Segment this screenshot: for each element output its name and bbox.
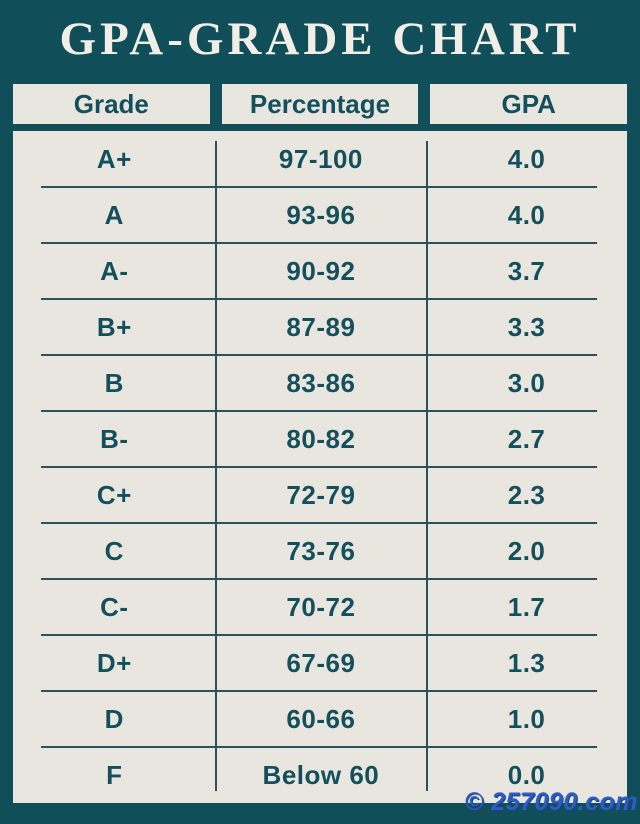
header-gpa: GPA	[430, 84, 627, 124]
gpa-cell: 3.7	[507, 255, 546, 286]
table-row	[13, 411, 627, 467]
table-row	[13, 299, 627, 355]
gpa-cell: 3.3	[507, 311, 546, 342]
watermark: © 257090.com	[464, 788, 638, 816]
grade-cell: A+	[96, 143, 132, 174]
gpa-cell: 1.3	[507, 647, 546, 678]
table-row	[13, 355, 627, 411]
percentage-cell: 70-72	[286, 591, 356, 622]
percentage-cell: 80-82	[286, 423, 356, 454]
gpa-cell: 2.0	[507, 535, 546, 566]
percentage-cell: 87-89	[286, 311, 356, 342]
percentage-cell: 72-79	[286, 479, 356, 510]
gpa-cell: 4.0	[507, 143, 546, 174]
percentage-cell: 83-86	[286, 367, 356, 398]
table-row	[13, 635, 627, 691]
table-row	[13, 523, 627, 579]
header-percentage: Percentage	[222, 84, 419, 124]
table-body-panel	[13, 131, 627, 803]
grade-cell: C	[104, 535, 124, 566]
table-row	[13, 579, 627, 635]
grade-cell: D+	[96, 647, 132, 678]
gpa-cell: 1.0	[507, 703, 546, 734]
percentage-cell: 97-100	[278, 143, 363, 174]
table-row	[13, 243, 627, 299]
table-row	[13, 187, 627, 243]
table-row	[13, 467, 627, 523]
table-row	[13, 691, 627, 747]
table-row	[13, 131, 627, 187]
gpa-cell: 2.3	[507, 479, 546, 510]
grade-cell: C+	[96, 479, 132, 510]
table-rows	[13, 131, 627, 803]
percentage-cell: Below 60	[262, 759, 380, 790]
table-header-row	[13, 84, 627, 124]
grade-cell: B	[104, 367, 124, 398]
gpa-cell: 2.7	[507, 423, 546, 454]
percentage-cell: 67-69	[286, 647, 356, 678]
gpa-cell: 4.0	[507, 199, 546, 230]
percentage-cell: 90-92	[286, 255, 356, 286]
gpa-cell: 1.7	[507, 591, 546, 622]
grade-cell: A	[104, 199, 124, 230]
percentage-cell: 60-66	[286, 703, 356, 734]
percentage-cell: 73-76	[286, 535, 356, 566]
page-title: GPA-GRADE CHART	[59, 13, 581, 65]
grade-cell: B-	[100, 423, 129, 454]
grade-cell: A-	[100, 255, 129, 286]
grade-cell: F	[106, 759, 123, 790]
header-grade: Grade	[13, 84, 210, 124]
grade-cell: D	[104, 703, 124, 734]
gpa-cell: 0.0	[507, 759, 546, 790]
gpa-cell: 3.0	[507, 367, 546, 398]
percentage-cell: 93-96	[286, 199, 356, 230]
grade-cell: C-	[100, 591, 129, 622]
grade-cell: B+	[96, 311, 132, 342]
